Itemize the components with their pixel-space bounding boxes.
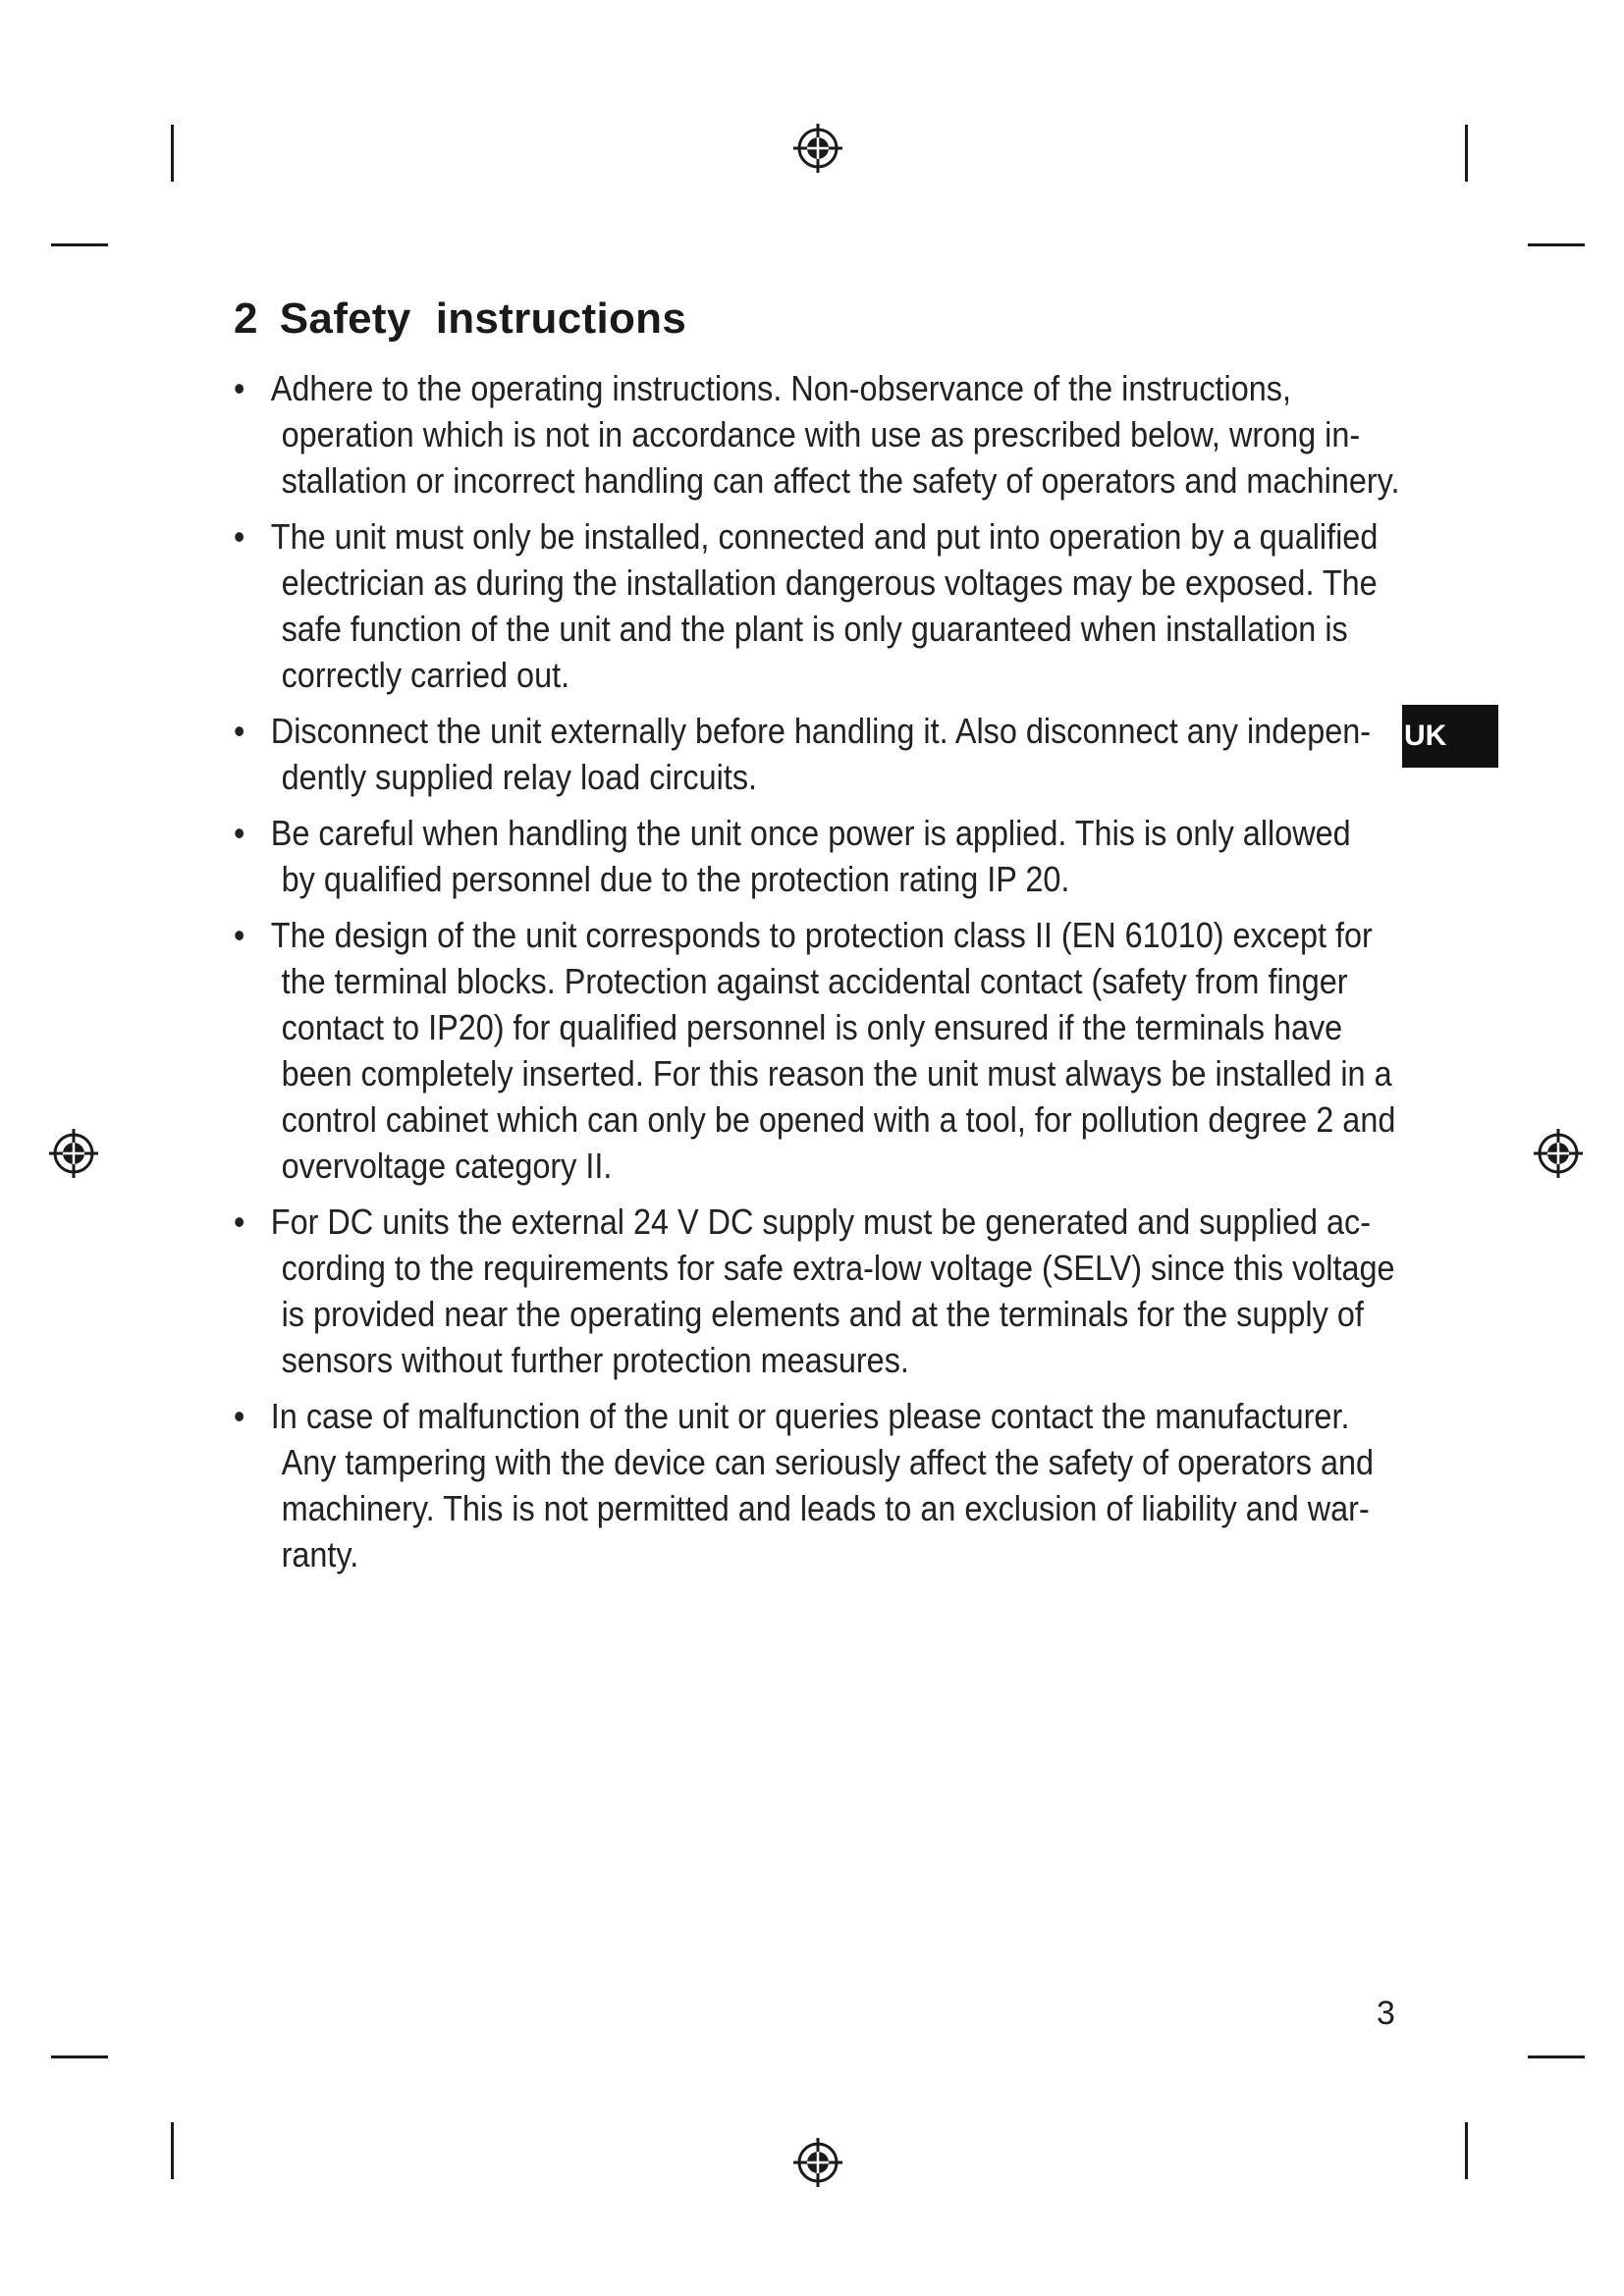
text-line: Any tampering with the device can seriously affect the safety of operators and	[281, 1442, 1375, 1482]
text-line: been completely inserted. For this reason the unit must always be installed in a	[281, 1053, 1392, 1094]
list-item	[234, 1393, 1446, 1577]
language-tab: UK	[1402, 705, 1498, 768]
bullet-icon: •	[234, 915, 245, 955]
text-line: stallation or incorrect handling can affect the safety of operators and machinery.	[281, 460, 1400, 501]
text-line: the terminal blocks. Protection against accidental contact (safety from finger	[281, 961, 1348, 1001]
registration-mark-icon	[791, 122, 844, 175]
list-item	[234, 513, 1446, 698]
text-line: The design of the unit corresponds to protection class II (EN 61010) except for	[270, 915, 1373, 955]
page-content	[234, 294, 1412, 1587]
bullet-icon: •	[234, 368, 245, 408]
crop-mark-bottom-left	[171, 2122, 174, 2179]
crop-mark-right-lower	[1528, 2056, 1585, 2058]
text-line: Adhere to the operating instructions. Non-observance of the instructions,	[270, 368, 1291, 408]
crop-mark-left-upper	[51, 243, 108, 246]
bullet-icon: •	[234, 813, 245, 853]
list-item	[234, 912, 1446, 1189]
bullet-icon: •	[234, 516, 245, 557]
text-line: Disconnect the unit externally before handling it. Also disconnect any indepen-	[270, 711, 1372, 751]
text-line: sensors without further protection measures.	[281, 1340, 909, 1380]
text-line: cording to the requirements for safe extra-low voltage (SELV) since this voltage	[281, 1248, 1395, 1288]
text-line: contact to IP20) for qualified personnel is only ensured if the terminals have	[281, 1007, 1343, 1047]
crop-mark-top-right	[1465, 125, 1468, 182]
text-line: is provided near the operating elements and at the terminals for the supply of	[281, 1294, 1364, 1334]
list-item	[234, 810, 1446, 902]
text-line: Be careful when handling the unit once power is applied. This is only allowed	[270, 813, 1351, 853]
text-line: electrician as during the installation dangerous voltages may be exposed. The	[281, 562, 1378, 603]
text-line: control cabinet which can only be opened with a tool, for pollution degree 2 and	[281, 1099, 1396, 1140]
bullet-icon: •	[234, 1201, 245, 1242]
text-line: machinery. This is not permitted and leads to an exclusion of liability and war-	[281, 1488, 1370, 1528]
text-line: In case of malfunction of the unit or queries please contact the manufacturer.	[270, 1396, 1350, 1436]
page-number: 3	[1377, 1995, 1395, 2032]
crop-mark-right-upper	[1528, 243, 1585, 246]
registration-mark-icon	[791, 2136, 844, 2189]
registration-mark-icon	[47, 1127, 100, 1180]
crop-mark-top-left	[171, 125, 174, 182]
text-line: For DC units the external 24 V DC supply must be generated and supplied ac-	[270, 1201, 1372, 1242]
section-heading	[234, 294, 1412, 344]
safety-instructions-list	[234, 365, 1412, 1577]
text-line: by qualified personnel due to the protection rating IP 20.	[281, 859, 1070, 899]
text-line: dently supplied relay load circuits.	[281, 757, 758, 797]
text-line: correctly carried out.	[281, 655, 570, 695]
registration-mark-icon	[1532, 1127, 1585, 1180]
crop-mark-left-lower	[51, 2056, 108, 2058]
list-item	[234, 708, 1446, 800]
text-line: operation which is not in accordance with use as prescribed below, wrong in-	[281, 414, 1361, 454]
text-line: The unit must only be installed, connected and put into operation by a qualified	[270, 516, 1379, 557]
list-item	[234, 1199, 1446, 1383]
section-number: 2	[234, 294, 258, 343]
bullet-icon: •	[234, 1396, 245, 1436]
crop-mark-bottom-right	[1465, 2122, 1468, 2179]
text-line: overvoltage category II.	[281, 1146, 613, 1186]
section-title: Safety instructions	[279, 294, 687, 343]
text-line: safe function of the unit and the plant is only guaranteed when installation is	[281, 609, 1348, 649]
bullet-icon: •	[234, 711, 245, 751]
text-line: ranty.	[281, 1534, 359, 1575]
list-item	[234, 365, 1446, 504]
